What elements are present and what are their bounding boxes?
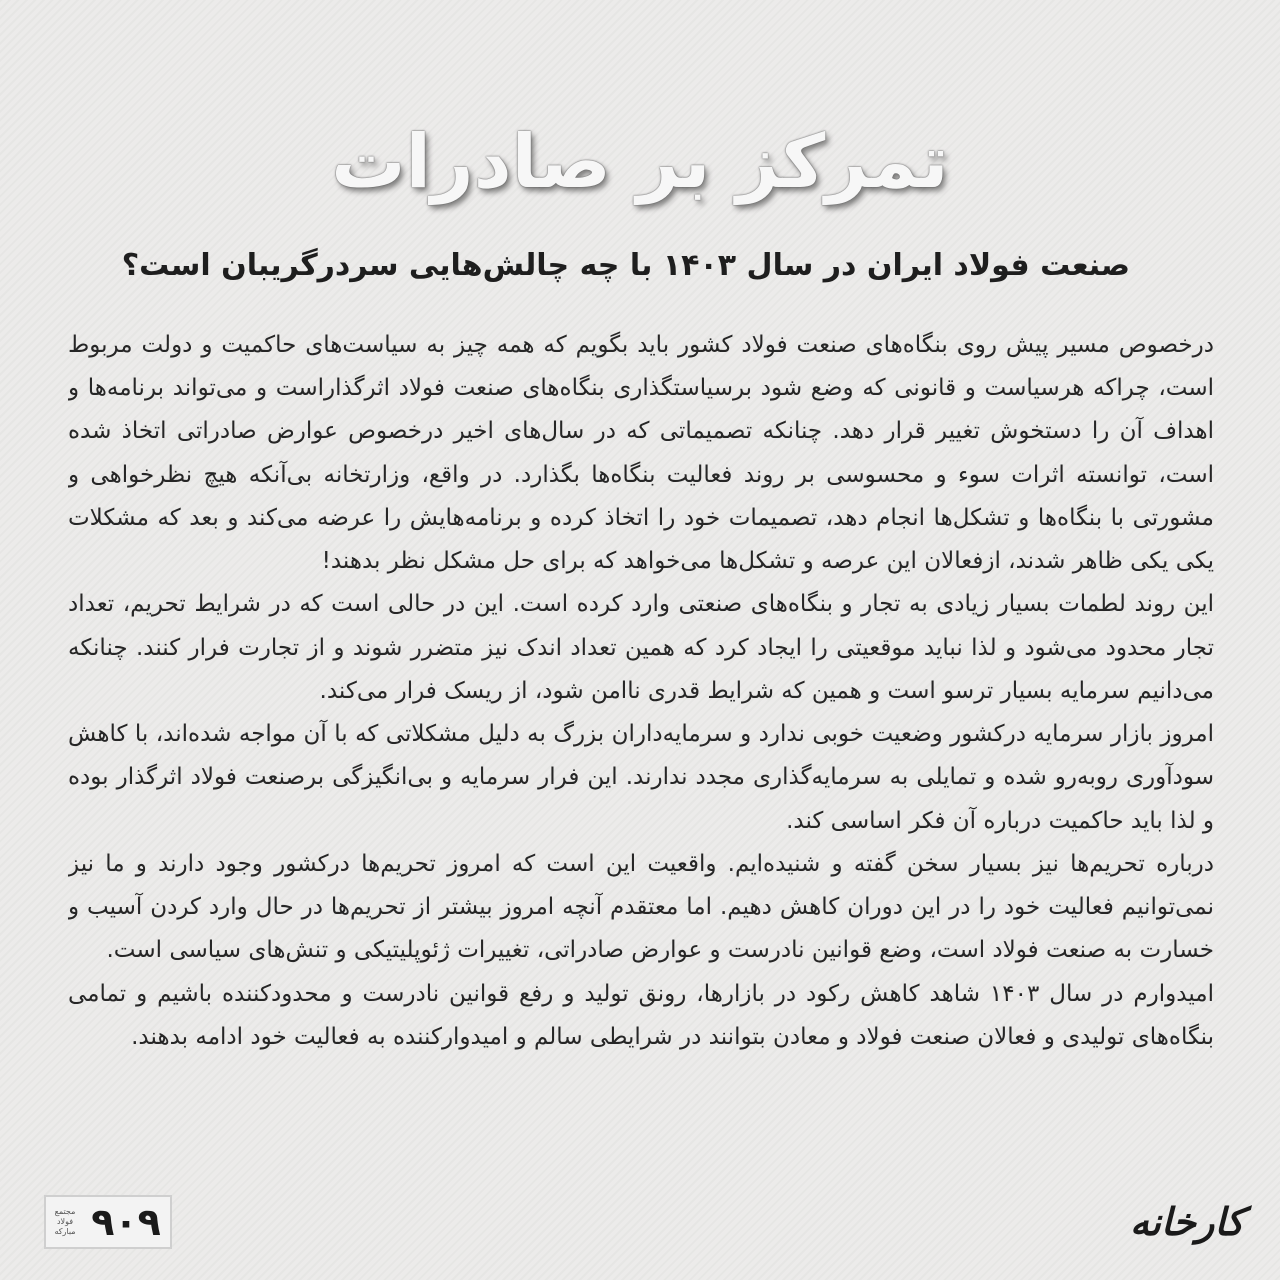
subtitle: صنعت فولاد ایران در سال ۱۴۰۳ با چه چالش‌هایی سردرگریبان است؟ [121, 248, 1130, 283]
article-body [68, 324, 1214, 1199]
logo-caption-line: مجتمع [54, 1207, 76, 1216]
logo-caption-line: فولاد [56, 1217, 74, 1226]
logo-caption-line: مبارکه [54, 1227, 76, 1236]
mobarakeh-steel-logo [44, 1195, 172, 1249]
paragraph: امروز بازار سرمایه درکشور وضعیت خوبی ندارد و سرمایه‌داران بزرگ به دلیل مشکلاتی که با آن مواجه شده‌اند، با کاهش سودآوری روبه‌رو شده و تمایلی به سرمایه‌گذاری مجدد ندارند. این فرار سرمایه و بی‌انگیزگی برصنعت فولاد اثرگذار بوده و لذا باید حاکمیت درباره آن فکر اساسی کند. [68, 721, 1214, 834]
karkhaneh-logo: کارخانه [1129, 1200, 1244, 1244]
paragraph: درخصوص مسیر پیش روی بنگاه‌های صنعت فولاد کشور باید بگویم که همه چیز به سیاست‌های حاکمیت و دولت مربوط است، چراکه هرسیاست و قانونی که وضع شود برسیاستگذاری بنگاه‌های صنعت فولاد اثرگذاراست و می‌تواند برنامه‌ها و اهداف آن را دستخوش تغییر قرار دهد. چنانکه تصمیماتی که در سال‌های اخیر درخصوص عوارض صادراتی اتخاذ شده است، توانسته اثرات سوء و محسوسی بر روند فعالیت بنگاه‌ها بگذارد. در واقع، وزارتخانه بی‌آنکه هیچ نظرخواهی و مشورتی با بنگاه‌ها و تشکل‌ها انجام دهد، تصمیمات خود را اتخاذ کرده و برنامه‌هایش را عرضه می‌کند و بعد که مشکلات یکی یکی ظاهر شدند، ازفعالان این عرصه و تشکل‌ها می‌خواهد که برای حل مشکل نظر بدهند! [68, 332, 1214, 575]
paragraph: این روند لطمات بسیار زیادی به تجار و بنگاه‌های صنعتی وارد کرده است. این در حالی است که در شرایط تحریم، تعداد تجار محدود می‌شود و لذا نباید موقعیتی را ایجاد کرد که همین تعداد اندک نیز متضرر شوند و از تجارت فرار کنند. چنانکه می‌دانیم سرمایه بسیار ترسو است و همین که شرایط قدری ناامن شود، از ریسک فرار می‌کند. [68, 591, 1214, 704]
logo-mark: ۹۰۹ [91, 1200, 161, 1244]
paragraph: امیدوارم در سال ۱۴۰۳ شاهد کاهش رکود در بازارها، رونق تولید و رفع قوانین نادرست و محدودکننده باشیم و تمامی بنگاه‌های تولیدی و فعالان صنعت فولاد و معادن بتوانند در شرایطی سالم و امیدوارکننده به فعالیت خود ادامه بدهند. [68, 980, 1214, 1050]
paragraph: درباره تحریم‌ها نیز بسیار سخن گفته و شنیده‌ایم. واقعیت این است که امروز تحریم‌ها درکشور وجود دارند و ما نیز نمی‌توانیم فعالیت خود را در این دوران کاهش دهیم. اما معتقدم آنچه امروز بیشتر از تحریم‌ها در حال وارد کردن آسیب و خسارت به صنعت فولاد است، وضع قوانین نادرست و عوارض صادراتی، تغییرات ژئوپلیتیکی و تنش‌های سیاسی است. [68, 850, 1214, 964]
headline: تمرکز بر صادرات [331, 119, 949, 205]
logo-caption [46, 1207, 82, 1237]
